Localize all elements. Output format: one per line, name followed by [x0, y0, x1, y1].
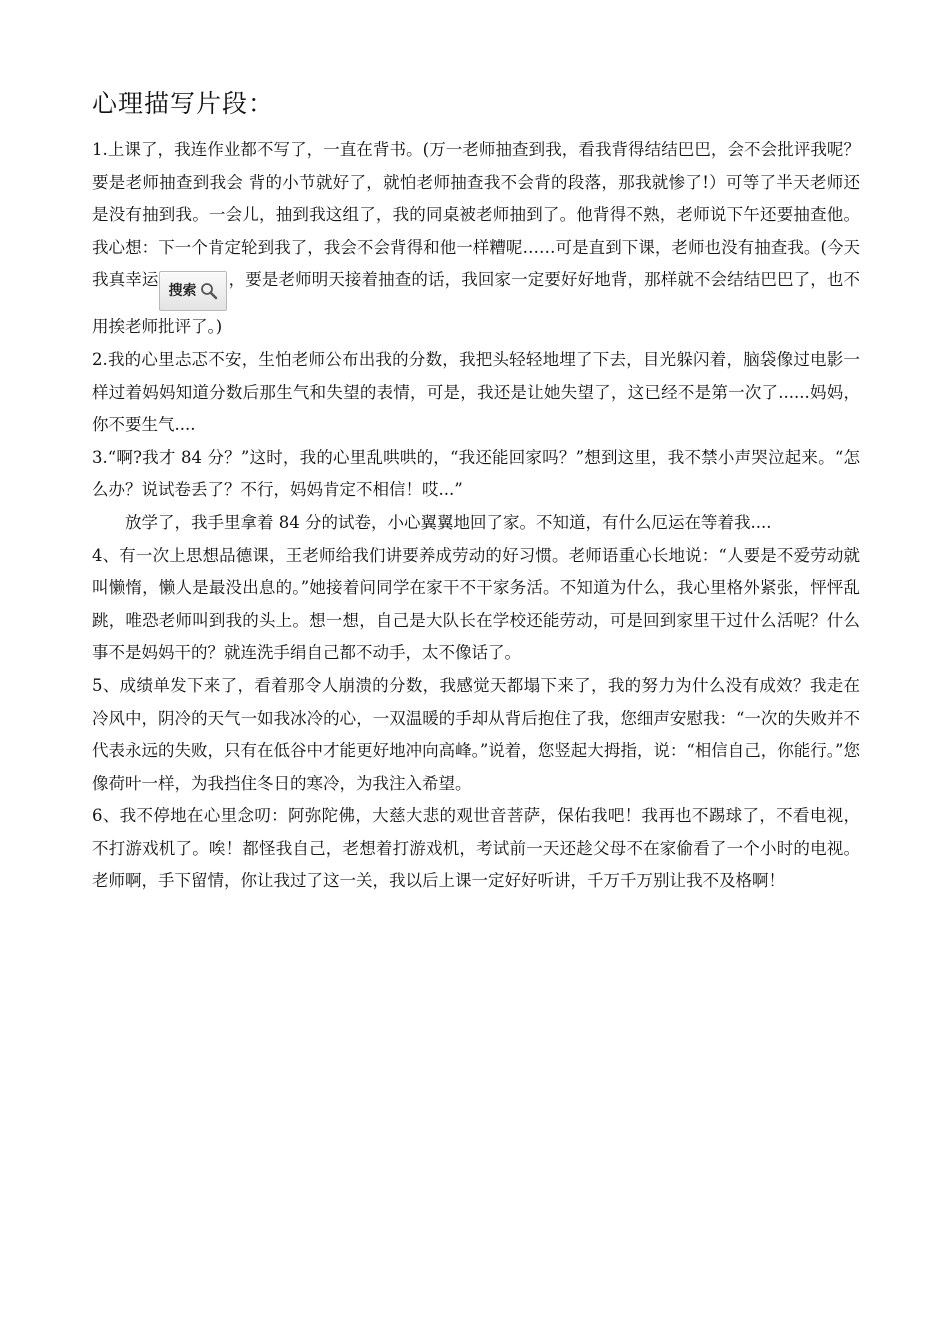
magnifier-icon: [200, 282, 218, 300]
paragraph-2: 2.我的心里忐忑不安，生怕老师公布出我的分数，我把头轻轻地埋了下去，目光躲闪着，脑袋像过电影一样过着妈妈知道分数后那生气和失望的表情，可是，我还是让她失望了，这已经不是第一次了......妈妈，你不要生气....: [92, 349, 860, 435]
search-widget: [159, 271, 227, 311]
paragraph-1-text-before: 1.上课了，我连作业都不写了，一直在背书。(万一老师抽查到我，看我背得结结巴巴，会不会批评我呢？要是老师抽查到我会 背的小节就好了，就怕老师抽查我不会背的段落，那我就惨了!）可等了半天老师还是没有抽到我。一会儿，抽到我这组了，我的同桌被老师抽到了。他背得不熟，老师说下午还要抽查他。我心想：下一个肯定轮到我了，我会不会背得和他一样糟呢……可是直到下课，老师也没有抽查我。(今天我真幸运: [92, 140, 860, 290]
paragraph-1: [92, 134, 860, 344]
search-button-label: 搜索: [168, 283, 197, 300]
paragraph-6: 6、我不停地在心里念叨：阿弥陀佛，大慈大悲的观世音菩萨，保佑我吧！我再也不踢球了，不看电视，不打游戏机了。唉！都怪我自己，老想着打游戏机，考试前一天还趁父母不在家偷看了一个小时的电视。老师啊，手下留情，你让我过了这一关，我以后上课一定好好听讲，千万千万别让我不及格啊！: [92, 806, 860, 891]
paragraph-3: 3.“啊?我才 84 分？”这时，我的心里乱哄哄的，“我还能回家吗？”想到这里，我不禁小声哭泣起来。“怎么办？说试卷丢了？不行，妈妈肯定不相信！哎...”: [92, 447, 860, 500]
document-page: [92, 86, 860, 898]
paragraph-5: 5、成绩单发下来了，看着那令人崩溃的分数，我感觉天都塌下来了，我的努力为什么没有成效？我走在冷风中，阴冷的天气一如我冰冷的心，一双温暖的手却从背后抱住了我，您细声安慰我：“一次的失败并不代表永远的失败，只有在低谷中才能更好地冲向高峰。”说着，您竖起大拇指，说：“相信自己，你能行。”您像荷叶一样，为我挡住冬日的寒冷，为我注入希望。: [92, 675, 860, 793]
paragraph-4: 4、有一次上思想品德课，王老师给我们讲要养成劳动的好习惯。老师语重心长地说：“人要是不爱劳动就叫懒惰，懒人是最没出息的。”她接着问同学在家干不干家务活。不知道为什么，我心里格外紧张，怦怦乱跳，唯恐老师叫到我的头上。想一想，自己是大队长在学校还能劳动，可是回到家里干过什么活呢？什么事不是妈妈干的？就连洗手绢自己都不动手，太不像话了。: [92, 545, 860, 663]
paragraph-1-text-after: ，要是老师明天接着抽查的话，我回家一定要好好地背，那样就不会结结巴巴了，也不用挨老师批评了。): [92, 270, 861, 337]
page-title: 心理描写片段：: [92, 89, 275, 118]
paragraph-3-continued: 放学了，我手里拿着 84 分的试卷，小心翼翼地回了家。不知道，有什么厄运在等着我....: [125, 512, 772, 532]
search-button[interactable]: [159, 271, 227, 311]
